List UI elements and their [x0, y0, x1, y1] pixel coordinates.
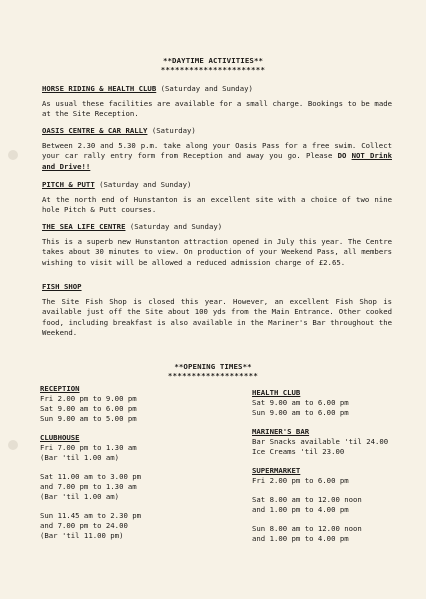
spacer	[252, 486, 422, 495]
opening-times-left-column	[40, 384, 220, 541]
daytime-activities-heading: **DAYTIME ACTIVITIES** **********************	[160, 56, 266, 74]
hours-line: Sun 9.00 am to 6.00 pm	[252, 408, 349, 417]
hours-line: Fri 7.00 pm to 1.30 am	[40, 443, 137, 452]
spacer	[40, 463, 220, 472]
sea-life-centre-section: THE SEA LIFE CENTRE (Saturday and Sunday) This is a superb new Hunstanton attraction opened in July this year. The Centre takes about 30 minutes to view. On production of your Weekend Pass, all members wishing to visit will be allowed a reduced admission charge of £2.65.	[42, 222, 392, 267]
fish-shop-section: FISH SHOP The Site Fish Shop is closed this year. However, an excellent Fish Shop is available just off the Site about 100 yds from the Main Entrance. Other cooked food, including breakfast is also available in the Mariner's Bar throughout the Weekend.	[42, 282, 392, 338]
hours-line: Sat 9.00 am to 6.00 pm	[252, 398, 349, 407]
oasis-centre-section: OASIS CENTRE & CAR RALLY (Saturday) Between 2.30 and 5.30 p.m. take along your Oasis Pass for a free swim. Collect your car rally entry form from Reception and away you go. Please DO NOT Drink and Drive!!	[42, 126, 392, 171]
pitch-putt-section: PITCH & PUTT (Saturday and Sunday) At the north end of Hunstanton is an excellent site with a choice of two nine hole Pitch & Putt courses.	[42, 180, 392, 215]
punch-hole	[8, 440, 18, 450]
spacer	[252, 515, 422, 524]
punch-hole	[8, 150, 18, 160]
hours-line: Sun 8.00 am to 12.00 noon	[252, 524, 362, 533]
hours-line: and 1.00 pm to 4.00 pm	[252, 505, 349, 514]
venue-heading: MARINER'S BAR	[252, 427, 310, 436]
hours-line: Ice Creams 'til 23.00	[252, 447, 345, 456]
hours-line: Bar Snacks available 'til 24.00	[252, 437, 389, 446]
venue-heading: RECEPTION	[40, 384, 80, 393]
spacer	[252, 457, 422, 466]
hours-line: and 7.00 pm to 1.30 am	[40, 482, 137, 491]
spacer	[252, 418, 422, 427]
hours-line: and 7.00 pm to 24.00	[40, 521, 128, 530]
opening-times-right-column	[252, 388, 422, 544]
hours-line: Sat 11.00 am to 3.00 pm	[40, 472, 142, 481]
hours-line: (Bar 'til 11.00 pm)	[40, 531, 124, 540]
hours-line: Sun 11.45 am to 2.30 pm	[40, 511, 142, 520]
venue-heading: SUPERMARKET	[252, 466, 301, 475]
hours-line: Sat 9.00 am to 6.00 pm	[40, 404, 137, 413]
hours-line: Sat 8.00 am to 12.00 noon	[252, 495, 362, 504]
hours-line: Fri 2.00 pm to 6.00 pm	[252, 476, 349, 485]
hours-line: (Bar 'til 1.00 am)	[40, 453, 120, 462]
horse-riding-section: HORSE RIDING & HEALTH CLUB (Saturday and Sunday) As usual these facilities are available for a small charge. Bookings to be made at the Site Reception.	[42, 84, 392, 119]
venue-heading: CLUBHOUSE	[40, 433, 80, 442]
venue-heading: HEALTH CLUB	[252, 388, 301, 397]
hours-line: (Bar 'til 1.00 am)	[40, 492, 120, 501]
spacer	[40, 424, 220, 433]
hours-line: Sun 9.00 am to 5.00 pm	[40, 414, 137, 423]
hours-line: Fri 2.00 pm to 9.00 pm	[40, 394, 137, 403]
hours-line: and 1.00 pm to 4.00 pm	[252, 534, 349, 543]
spacer	[40, 502, 220, 511]
opening-times-heading: **OPENING TIMES** *******************	[167, 362, 259, 380]
